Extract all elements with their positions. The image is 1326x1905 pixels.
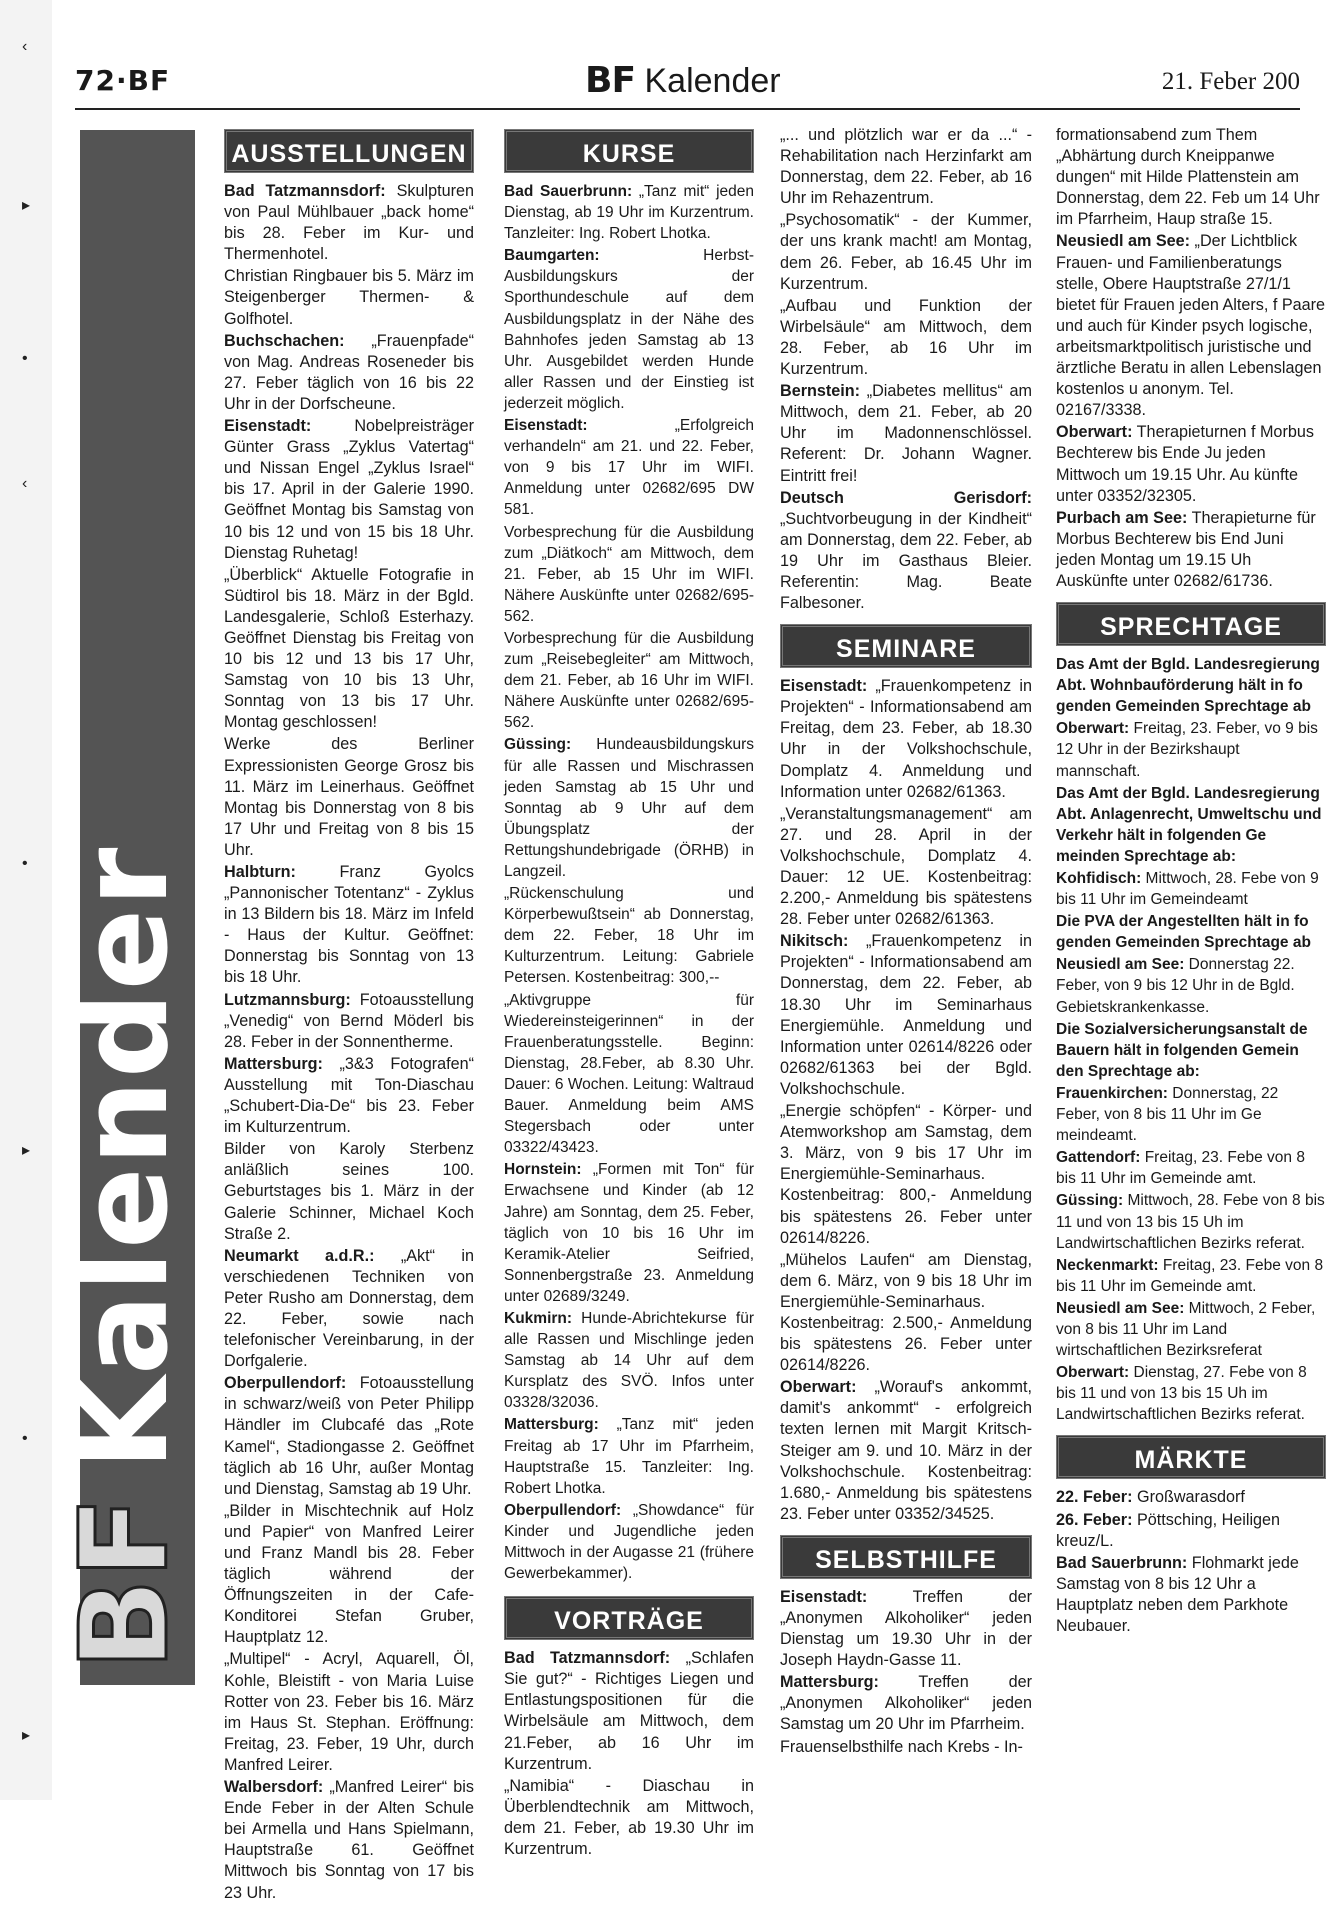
- listing-entry: [1056, 911, 1326, 953]
- scan-mark: •: [22, 855, 28, 872]
- listing-place: Neusiedl am See:: [1056, 956, 1185, 974]
- listing-place: Eisenstadt:: [504, 417, 588, 435]
- listing-entry: [780, 125, 1032, 209]
- list-vortraege-cont: [780, 125, 1032, 614]
- listing-entry: [224, 331, 474, 415]
- listing-place: Nikitsch:: [780, 932, 849, 951]
- listing-text: Hunde-Abrichtekurse für alle Rassen und Mischlinge jeden Samstag ab 14 Uhr auf dem Kursplatz des SVÖ. Infos unter 03328/32036.: [504, 1309, 754, 1412]
- listing-entry: [504, 522, 754, 627]
- listing-entry: [224, 1649, 474, 1776]
- listing-entry: [504, 1500, 754, 1584]
- listing-entry: [1056, 654, 1326, 717]
- listing-entry: [1056, 1362, 1326, 1425]
- listing-place: Lutzmannsburg:: [224, 990, 351, 1009]
- listing-place: Kukmirn:: [504, 1309, 573, 1327]
- listing-entry: [1056, 954, 1326, 1017]
- listing-place: Frauenkirchen:: [1056, 1084, 1168, 1102]
- listing-place: Neumarkt a.d.R.:: [224, 1246, 375, 1265]
- page-number: 72·BF: [75, 64, 171, 97]
- listing-entry: [504, 1776, 754, 1860]
- listing-entry: [224, 1054, 474, 1138]
- listing-entry: [780, 1101, 1032, 1249]
- listing-entry: [224, 990, 474, 1053]
- scan-mark: ▸: [22, 1142, 31, 1159]
- listing-place: Buchschachen:: [224, 331, 345, 350]
- listing-text: „Worauf's ankommt, damit's ankommt“ - erfolgreich texten lernen mit Margit Kritsch-Steiger am 9. und 10. März in der Volkshochschule. Kostenbeitrag: 1.680,- Anmeldung bis spätestens 23. Feber unter 03352/34525.: [780, 1378, 1032, 1523]
- listing-text: Freitag, 23. Febe von 8 bis 11 Uhr im Gemeinde amt.: [1056, 1149, 1305, 1188]
- listing-text: Großwarasdorf: [1132, 1488, 1245, 1507]
- scan-mark: ‹: [22, 38, 28, 55]
- listing-place: Baumgarten:: [504, 247, 600, 265]
- list-sprechtage: [1056, 654, 1326, 1425]
- listing-text: Treffen der „Anonymen Alkoholiker“ jeden Samstag um 20 Uhr im Pfarrheim.: [780, 1673, 1032, 1734]
- listing-text: Treffen der „Anonymen Alkoholiker“ jeden Dienstag um 19.30 Uhr in der Joseph Haydn-Gasse 11.: [780, 1587, 1032, 1670]
- listing-place: Halbturn:: [224, 863, 296, 881]
- list-kurse: [504, 181, 754, 1584]
- listing-text: „Akt“ in verschiedenen Techniken von Peter Rusho am Donnerstag, dem 22. Feber, sowie nach telefonischer Vereinbarung, in der Dorfgalerie.: [224, 1246, 474, 1371]
- listing-entry: [504, 1308, 754, 1413]
- column-1: [224, 125, 474, 1905]
- listing-text: „Der Lichtblick Frauen- und Familienberatungs stelle, Obere Hauptstraße 27/1/1 bietet für Frauen jeden Alters, f Paare und auch für Kinder psych logische, arbeitsmarktpolitisch juristische und ärztliche Beratu in allen Lebenslagen kostenlos u anonym. Tel. 02167/3338.: [1056, 232, 1326, 420]
- listing-text: Werke des Berliner Expressionisten George Grosz bis 11. März im Leinerhaus. Geöffnet Montag bis Donnerstag von 8 bis 17 Uhr und Freitag von 8 bis 15 Uhr.: [224, 735, 474, 859]
- scan-mark: •: [22, 350, 28, 367]
- listing-place: Eisenstadt:: [224, 417, 312, 436]
- scan-mark: ▸: [22, 197, 31, 214]
- section-heading-vortraege: VORTRÄGE: [504, 1596, 754, 1640]
- listing-entry: [1056, 508, 1326, 592]
- listing-entry: [1056, 231, 1326, 421]
- listing-text: Nobelpreisträger Günter Grass „Zyklus Vatertag“ und Nissan Engel „Zyklus Israel“ bis 17. April in der Galerie 1990. Geöffnet Montag bis Samstag von 10 bis 12 und von 15 bis 18 Uhr. Dienstag Ruhetag!: [224, 417, 474, 562]
- listing-place: Das Amt der Bgld. Landesregierung Abt. Wohnbauförderung hält in fo genden Gemeinden Sprechtage ab: [1056, 656, 1320, 716]
- issue-date: 21. Feber 200: [1161, 68, 1300, 95]
- listing-place: Bernstein:: [780, 382, 861, 401]
- page-title: BF Kalender: [585, 60, 781, 101]
- listing-text: „Aktivgruppe für Wiedereinsteigerinnen“ in der Frauenberatungsstelle. Beginn: Dienstag, 28.Feber, ab 8.30 Uhr. Dauer: 6 Wochen. Leitung: Waltraud Bauer. Anmeldung beim AMS Stegersbach oder unter 03322/43423.: [504, 991, 754, 1157]
- listing-entry: [780, 676, 1032, 803]
- listing-place: 22. Feber:: [1056, 1488, 1133, 1507]
- listing-text: „Mühelos Laufen“ am Dienstag, dem 6. März, von 9 bis 18 Uhr im Energiemühle-Seminarhaus. Kostenbeitrag: 2.500,- Anmeldung bis spätestens 26. Feber unter 02614/8226.: [780, 1250, 1032, 1375]
- listing-entry: [780, 210, 1032, 294]
- listing-place: Bad Tatzmannsdorf:: [504, 1649, 671, 1668]
- listing-entry: [504, 883, 754, 988]
- listing-text: Mittwoch, 2 Feber, von 8 bis 11 Uhr im Land wirtschaftlichen Bezirksreferat: [1056, 1299, 1316, 1360]
- section-heading-selbsthilfe: SELBSTHILFE: [780, 1535, 1032, 1579]
- list-ausstellungen: [224, 181, 474, 1904]
- listing-text: „Frauenpfade“ von Mag. Andreas Roseneder bis 27. Feber täglich von 16 bis 22 Uhr in der Dorfscheune.: [224, 331, 474, 413]
- listing-entry: [780, 488, 1032, 615]
- listing-entry: [780, 1250, 1032, 1377]
- listing-place: Bad Sauerbrunn:: [1056, 1553, 1188, 1572]
- listing-entry: [504, 415, 754, 520]
- scan-mark: •: [22, 1430, 28, 1447]
- listing-text: Franz Gyolcs „Pannonischer Totentanz“ - Zyklus in 13 Bildern bis 18. März im Infeld - Haus der Kultur. Geöffnet: Donnerstag bis Sonntag von 13 bis 18 Uhr.: [224, 863, 474, 987]
- listing-place: Oberwart:: [1056, 423, 1133, 442]
- listing-entry: [1056, 1510, 1326, 1552]
- listing-place: Purbach am See:: [1056, 508, 1188, 527]
- listing-entry: [224, 1501, 474, 1649]
- listing-text: Donnerstag, 22 Feber, von 8 bis 11 Uhr im Ge meindeamt.: [1056, 1084, 1279, 1145]
- listing-text: Vorbesprechung für die Ausbildung zum „Reisebegleiter“ am Mittwoch, dem 21. Feber, ab 16 Uhr im WIFI. Nähere Auskünfte unter 02682/695-562.: [504, 629, 754, 732]
- listing-place: Oberwart:: [1056, 720, 1130, 738]
- listing-entry: [1056, 1190, 1326, 1253]
- listing-place: Hornstein:: [504, 1161, 582, 1179]
- listing-place: Güssing:: [1056, 1192, 1124, 1210]
- listing-entry: [1056, 1019, 1326, 1082]
- side-banner: [56, 130, 195, 1685]
- listing-text: Donnerstag 22. Feber, von 9 bis 12 Uhr in de Bgld. Gebietskrankenkasse.: [1056, 956, 1295, 1016]
- listing-text: Skulpturen von Paul Mühlbauer „back home“ bis 28. Feber im Kur- und Thermenhotel.: [224, 182, 474, 264]
- listing-text: „Tanz mit“ jeden Freitag ab 17 Uhr im Pfarrheim, Hauptstraße 15. Tanzleiter: Ing. Robert Lhotka.: [504, 1416, 754, 1497]
- listing-entry: [504, 245, 754, 414]
- listing-text: „... und plötzlich war er da ...“ - Rehabilitation nach Herzinfarkt am Donnerstag, dem 22. Feber, ab 16 Uhr im Rehazentrum.: [780, 126, 1032, 208]
- listing-text: „Diabetes mellitus“ am Mittwoch, dem 21. Feber, ab 20 Uhr im Madonnenschlössel. Referent: Dr. Johann Wagner. Eintritt frei!: [780, 382, 1032, 485]
- listing-place: Neckenmarkt:: [1056, 1256, 1159, 1274]
- listing-text: „Aufbau und Funktion der Wirbelsäule“ am Mittwoch, dem 28. Feber, ab 16 Uhr im Kurzentrum.: [780, 296, 1032, 379]
- listing-place: Eisenstadt:: [780, 677, 868, 696]
- listing-text: „Manfred Leirer“ bis Ende Feber in der Alten Schule bei Armella und Hans Spielmann, Hauptstraße 61. Geöffnet Mittwoch bis Sonntag von 17 bis 23 Uhr.: [224, 1778, 474, 1902]
- listing-entry: [780, 804, 1032, 931]
- listing-place: Gattendorf:: [1056, 1149, 1141, 1167]
- listing-entry: [1056, 718, 1326, 781]
- listing-text: Therapieturnen f Morbus Bechterew bis Ende Ju jeden Mittwoch um 19.15 Uhr. Au künfte unter 03352/32305.: [1056, 423, 1314, 505]
- section-heading-maerkte: MÄRKTE: [1056, 1435, 1326, 1479]
- listing-text: „Überblick“ Aktuelle Fotografie in Südtirol bis 18. März in der Bgld. Landesgalerie, Schloß Esterhazy. Geöffnet Dienstag bis Freitag von 10 bis 12 und 13 bis 17 Uhr, Samstag von 10 bis 13 Uhr, Sonntag von 13 bis 17 Uhr. Montag geschlossen!: [224, 565, 474, 732]
- listing-text: Herbst-Ausbildungskurs der Sporthundeschule auf dem Ausbildungsplatz in der Nähe des Bahnhofes jeden Samstag ab 13 Uhr. Ausgebildet werden Hunde aller Rassen und der Einstieg ist jederzeit möglich.: [504, 247, 754, 412]
- listing-entry: [780, 1672, 1032, 1735]
- page-edge: [0, 0, 52, 1800]
- listing-text: Vorbesprechung für die Ausbildung zum „Diätkoch“ am Mittwoch, dem 21. Feber, ab 15 Uhr im WIFI. Nähere Auskünfte unter 02682/695-562.: [504, 523, 754, 625]
- listing-place: Neusiedl am See:: [1056, 1299, 1185, 1317]
- listing-place: Kohfidisch:: [1056, 870, 1142, 887]
- listing-entry: [780, 1737, 1032, 1758]
- listing-text: Christian Ringbauer bis 5. März im Steigenberger Thermen- & Golfhotel.: [224, 267, 474, 328]
- listing-entry: [224, 1139, 474, 1244]
- listing-text: „Frauenkompetenz in Projekten“ - Informationsabend am Donnerstag, dem 22. Feber, ab 18.30 Uhr im Seminarhaus Energiemühle. Anmeldung und Information unter 02614/8226 oder 02682/61363 bei der Bgld. Volkshochschule.: [780, 932, 1032, 1098]
- section-heading-seminare: SEMINARE: [780, 624, 1032, 668]
- listing-text: Pöttsching, Heiligen kreuz/L.: [1056, 1510, 1281, 1550]
- listing-text: „Bilder in Mischtechnik auf Holz und Papier“ von Manfred Leirer und Franz Mandl bis 28. Feber täglich während der Öffnungszeiten in der Cafe-Konditorei Stefan Gruber, Hauptplatz 12.: [224, 1501, 474, 1647]
- section-heading-sprechtage: SPRECHTAGE: [1056, 602, 1326, 646]
- listing-text: Therapieturne für Morbus Bechterew bis End Juni jeden Montag um 19.15 Uh Auskünfte unter 02682/61736.: [1056, 508, 1316, 590]
- listing-text: „Schlafen Sie gut?“ - Richtiges Liegen und Entlastungspositionen für die Wirbelsäule am Mittwoch, dem 21.Feber, ab 16 Uhr im Kurzentrum.: [504, 1649, 754, 1773]
- listing-text: „Formen mit Ton“ für Erwachsene und Kinder (ab 12 Jahre) am Sonntag, dem 25. Feber, täglich von 10 bis 16 Uhr im Keramik-Atelier Seifried, Sonnenbergstraße 23. Anmeldung unter 02689/3249.: [504, 1161, 754, 1305]
- listing-text: Mittwoch, 28. Febe von 8 bis 11 und von 13 bis 15 Uh im Landwirtschaftlichen Bezirks referat.: [1056, 1192, 1325, 1252]
- listing-place: Deutsch Gerisdorf:: [780, 488, 1032, 507]
- listing-text: Frauenselbsthilfe nach Krebs - In-: [780, 1737, 1023, 1756]
- listing-entry: [780, 1587, 1032, 1671]
- listing-place: Das Amt der Bgld. Landesregierung Abt. Anlagenrecht, Umweltschu und Verkehr hält in folgenden Ge meinden Sprechtage ab:: [1056, 784, 1322, 865]
- listing-entry: [504, 628, 754, 733]
- column-3: [780, 125, 1032, 1759]
- listing-place: Güssing:: [504, 736, 572, 754]
- listing-text: „Erfolgreich verhandeln“ am 21. und 22. Feber, von 9 bis 17 Uhr im WIFI. Anmeldung unter 02682/695 DW 581.: [504, 417, 754, 519]
- listing-place: Walbersdorf:: [224, 1778, 324, 1797]
- listing-text: „Namibia“ - Diaschau in Überblendtechnik am Mittwoch, dem 21. Feber, ab 19.30 Uhr im Kurzentrum.: [504, 1776, 754, 1859]
- listing-entry: [504, 990, 754, 1159]
- listing-place: Oberpullendorf:: [224, 1374, 347, 1393]
- listing-entry: [504, 1648, 754, 1775]
- listing-entry: [1056, 1487, 1326, 1508]
- listing-entry: [504, 734, 754, 882]
- listing-text: Freitag, 23. Feber, vo 9 bis 12 Uhr in der Bezirkshaupt mannschaft.: [1056, 720, 1318, 780]
- listing-entry: [780, 1377, 1032, 1525]
- listing-place: Oberpullendorf:: [504, 1501, 622, 1519]
- listing-entry: [1056, 1298, 1326, 1361]
- listing-place: Oberwart:: [780, 1378, 857, 1397]
- listing-entry: [1056, 868, 1326, 910]
- listing-place: Die PVA der Angestellten hält in fo genden Gemeinden Sprechtage ab: [1056, 913, 1311, 952]
- listing-text: formationsabend zum Them „Abhärtung durch Kneippanwe dungen“ mit Hilde Plattenstein am Donnerstag, dem 22. Feb um 14 Uhr im Pfarrheim, Haup straße 15.: [1056, 126, 1320, 229]
- listing-text: „Suchtvorbeugung in der Kindheit“ am Donnerstag, dem 22. Feber, ab 19 Uhr im Gasthaus Bleier. Referentin: Mag. Beate Falbesoner.: [780, 509, 1032, 613]
- listing-entry: [1056, 422, 1326, 506]
- listing-text: „Psychosomatik“ - der Kummer, der uns krank macht! am Montag, dem 26. Feber, ab 16.45 Uhr im Kurzentrum.: [780, 211, 1032, 293]
- listing-text: Mittwoch, 28. Febe von 9 bis 11 Uhr im Gemeindeamt: [1056, 870, 1319, 909]
- listing-text: „Veranstaltungsmanagement“ am 27. und 28. April in der Volkshochschule, Domplatz 4. Dauer: 12 UE. Kostenbeitrag: 2.200,- Anmeldung bis spätestens 28. Feber unter 02682/61363.: [780, 804, 1032, 929]
- listing-entry: [224, 862, 474, 989]
- side-banner-word: Kalender: [56, 845, 195, 1470]
- listing-place: Die Sozialversicherungsanstalt de Bauern hält in folgenden Gemein den Sprechtage ab:: [1056, 1020, 1308, 1080]
- listing-text: Fotoausstellung „Venedig“ von Bernd Möderl bis 28. Feber in der Sonnentherme.: [224, 990, 474, 1051]
- listing-entry: [224, 565, 474, 734]
- listing-text: „Multipel“ - Acryl, Aquarell, Öl, Kohle, Bleistift - von Maria Luise Rotter von 23. Feber bis 16. März im Haus St. Stephan. Eröffnung: Freitag, 23. Feber, 19 Uhr, durch Manfred Leirer.: [224, 1650, 474, 1774]
- listing-text: „Rückenschulung und Körperbewußtsein“ ab Donnerstag, dem 22. Feber, 18 Uhr im Kulturzentrum. Leitung: Gabriele Petersen. Kostenbeitrag: 300,--: [504, 885, 754, 987]
- listing-entry: [504, 1159, 754, 1307]
- listing-place: Mattersburg:: [224, 1054, 323, 1073]
- listing-entry: [1056, 1147, 1326, 1189]
- listing-text: Fotoausstellung in schwarz/weiß von Peter Philipp Händler im Clubcafé das „Rote Kamel“, Stadiongasse 2. Geöffnet täglich ab 16 Uhr, außer Montag und Dienstag, Samstag ab 19 Uhr.: [224, 1374, 474, 1498]
- listing-entry: [224, 1373, 474, 1500]
- listing-entry: [224, 266, 474, 329]
- listing-entry: [780, 296, 1032, 380]
- listing-place: Mattersburg:: [504, 1416, 599, 1434]
- listing-entry: [224, 1777, 474, 1904]
- listing-place: Mattersburg:: [780, 1673, 879, 1692]
- page-header: [75, 58, 1300, 110]
- listing-entry: [224, 1246, 474, 1373]
- listing-entry: [1056, 1553, 1326, 1637]
- listing-entry: [224, 416, 474, 564]
- listing-place: Eisenstadt:: [780, 1587, 868, 1606]
- listing-entry: [1056, 1255, 1326, 1297]
- list-selbsthilfe-cont: [1056, 125, 1326, 592]
- scan-mark: ‹: [22, 475, 28, 492]
- listing-text: Freitag, 23. Febe von 8 bis 11 Uhr im Gemeinde amt.: [1056, 1256, 1324, 1295]
- column-4: [1056, 125, 1326, 1785]
- listing-text: Hundeausbildungskurs für alle Rassen und Mischrassen jeden Samstag ab 15 Uhr und Sonntag ab 9 Uhr auf dem Übungsplatz der Rettungshundebrigade (ÖRHB) in Langzeil.: [504, 736, 754, 880]
- section-heading-kurse: KURSE: [504, 129, 754, 173]
- scan-mark: ▸: [22, 1727, 31, 1744]
- listing-place: Bad Sauerbrunn:: [504, 183, 633, 200]
- listing-entry: [504, 181, 754, 244]
- listing-entry: [224, 734, 474, 861]
- listing-entry: [504, 1414, 754, 1498]
- listing-text: Bilder von Karoly Sterbenz anläßlich seines 100. Geburtstages bis 1. März in der Galerie Schinner, Michael Koch Straße 2.: [224, 1140, 474, 1243]
- listing-entry: [1056, 125, 1326, 230]
- listing-entry: [1056, 1083, 1326, 1146]
- listing-text: „Showdance“ für Kinder und Jugendliche jeden Mittwoch in der Augasse 21 (frühere Gewerbekammer).: [504, 1501, 754, 1583]
- listing-text: „Energie schöpfen“ - Körper- und Atemworkshop am Samstag, dem 3. März, von 9 bis 17 Uhr im Energiemühle-Seminarhaus. Kostenbeitrag: 800,- Anmeldung bis spätestens 26. Feber unter 02614/8226.: [780, 1102, 1032, 1247]
- listing-entry: [224, 181, 474, 265]
- list-maerkte: [1056, 1487, 1326, 1637]
- list-seminare: [780, 676, 1032, 1525]
- listing-place: Bad Tatzmannsdorf:: [224, 182, 386, 200]
- listing-entry: [780, 931, 1032, 1100]
- listing-text: Flohmarkt jede Samstag von 8 bis 12 Uhr a Hauptplatz neben dem Parkhote Neubauer.: [1056, 1553, 1299, 1635]
- listing-text: „Tanz mit“ jeden Dienstag, ab 19 Uhr im Kurzentrum. Tanzleiter: Ing. Robert Lhotka.: [504, 183, 754, 243]
- list-vortraege: [504, 1648, 754, 1860]
- list-selbsthilfe: [780, 1587, 1032, 1758]
- listing-text: „Frauenkompetenz in Projekten“ - Informationsabend am Freitag, dem 23. Feber, ab 18.30 Uhr in der Volkshochschule, Domplatz 4. Anmeldung und Information unter 02682/61363.: [780, 677, 1032, 801]
- listing-text: Dienstag, 27. Febe von 8 bis 11 und von 13 bis 15 Uh im Landwirtschaftlichen Bezirks referat.: [1056, 1364, 1307, 1424]
- section-heading-ausstellungen: AUSSTELLUNGEN: [224, 129, 474, 173]
- side-banner-brand: BF: [56, 1496, 195, 1670]
- listing-place: Neusiedl am See:: [1056, 232, 1191, 251]
- column-2: [504, 125, 754, 1861]
- listing-place: Oberwart:: [1056, 1364, 1130, 1382]
- listing-entry: [1056, 783, 1326, 867]
- listing-text: „3&3 Fotografen“ Ausstellung mit Ton-Diaschau „Schubert-Dia-De“ bis 23. Feber im Kulturzentrum.: [224, 1054, 474, 1137]
- listing-entry: [780, 381, 1032, 486]
- listing-place: 26. Feber:: [1056, 1510, 1133, 1529]
